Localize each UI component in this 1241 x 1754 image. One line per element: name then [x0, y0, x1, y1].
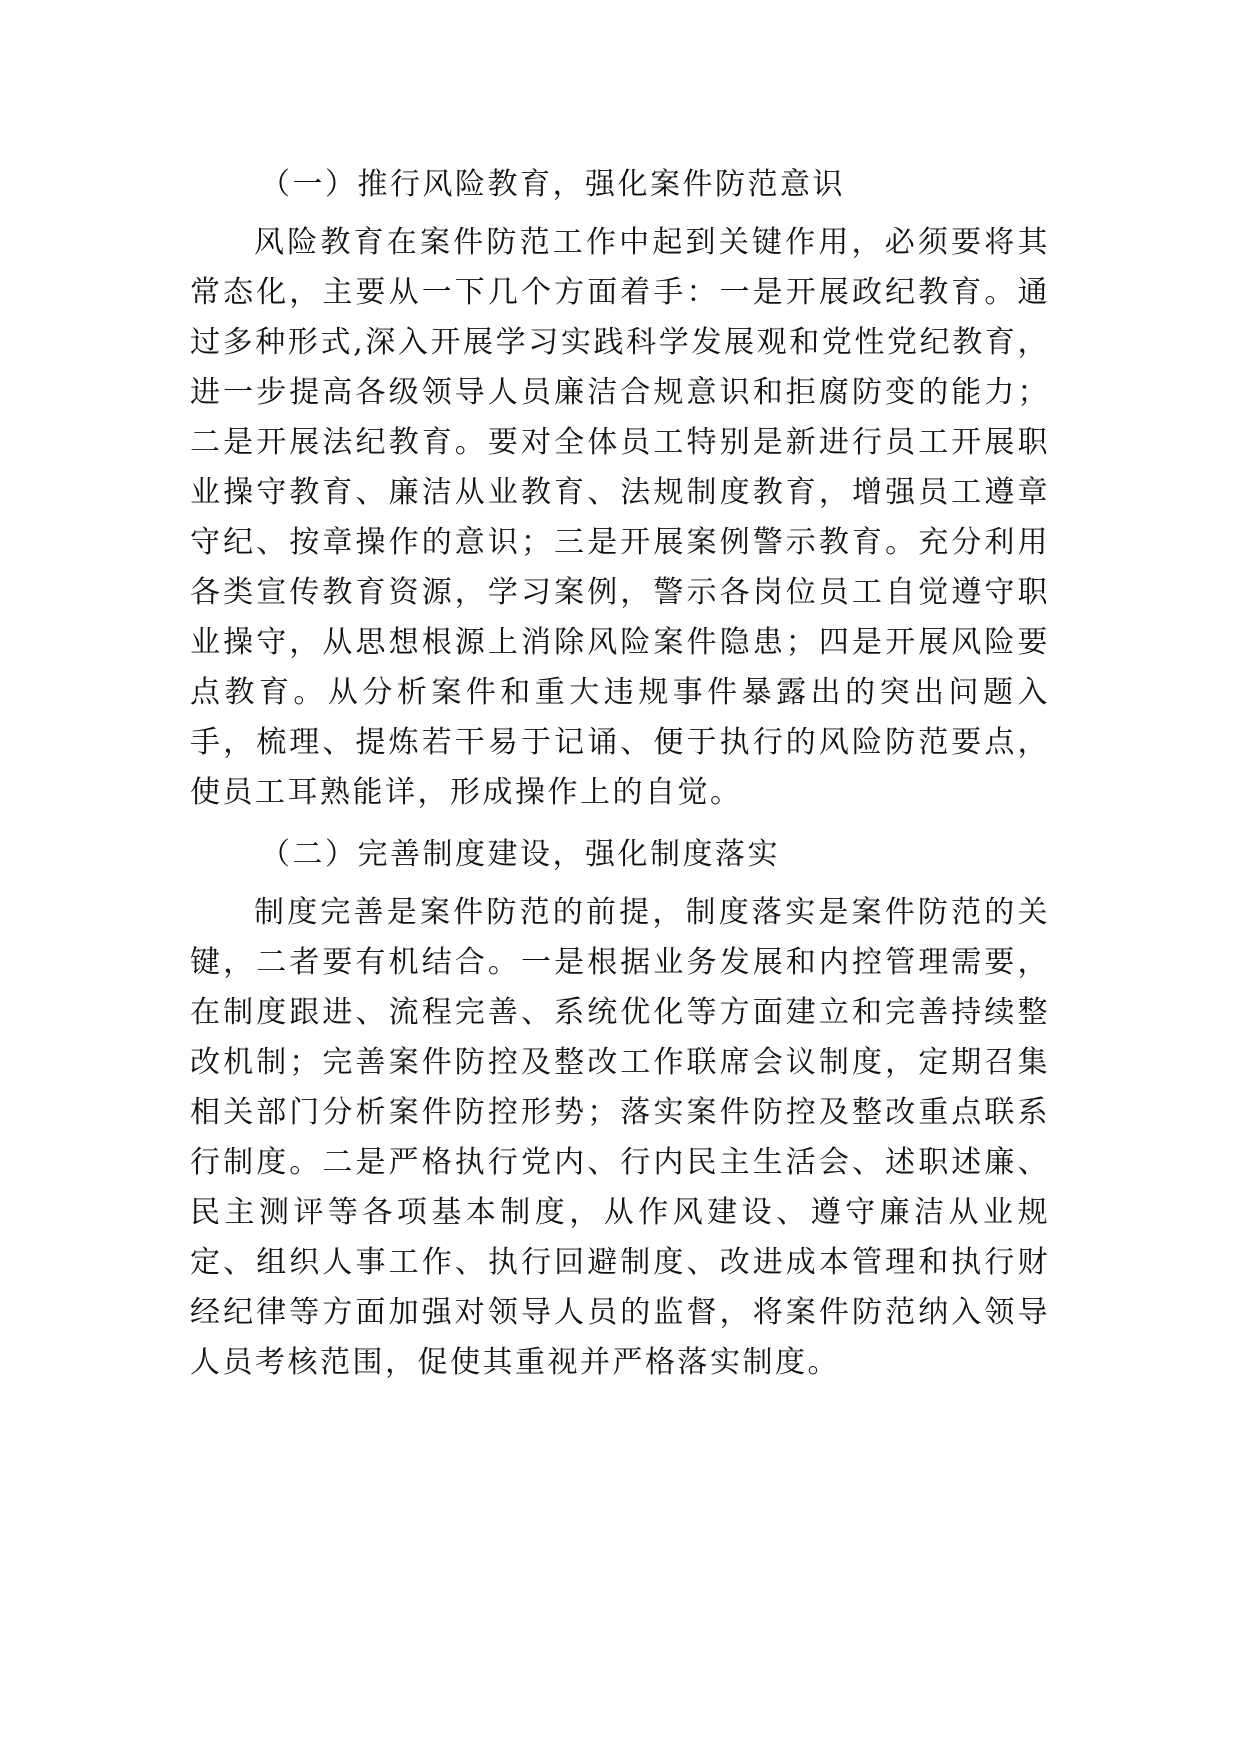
document-body: [190, 160, 1050, 1400]
section-paragraph-1: 风险教育在案件防范工作中起到关键作用，必须要将其常态化，主要从一下几个方面着手：一是开展政纪教育。通过多种形式,深入开展学习实践科学发展观和党性党纪教育，进一步提高各级领导人员廉洁合规意识和拒腐防变的能力；二是开展法纪教育。要对全体员工特别是新进行员工开展职业操守教育、廉洁从业教育、法规制度教育，增强员工遵章守纪、按章操作的意识；三是开展案例警示教育。充分利用各类宣传教育资源，学习案例，警示各岗位员工自觉遵守职业操守，从思想根源上消除风险案件隐患；四是开展风险要点教育。从分析案件和重大违规事件暴露出的突出问题入手，梳理、提炼若干易于记诵、便于执行的风险防范要点，使员工耳熟能详，形成操作上的自觉。: [190, 225, 1050, 810]
section-heading-2: （二）完善制度建设，强化制度落实: [260, 837, 780, 872]
section-heading-1: （一）推行风险教育，强化案件防范意识: [260, 167, 845, 202]
section-paragraph-2: 制度完善是案件防范的前提，制度落实是案件防范的关键，二者要有机结合。一是根据业务发展和内控管理需要，在制度跟进、流程完善、系统优化等方面建立和完善持续整改机制；完善案件防控及整改工作联席会议制度，定期召集相关部门分析案件防控形势；落实案件防控及整改重点联系行制度。二是严格执行党内、行内民主生活会、述职述廉、民主测评等各项基本制度，从作风建设、遵守廉洁从业规定、组织人事工作、执行回避制度、改进成本管理和执行财经纪律等方面加强对领导人员的监督，将案件防范纳入领导人员考核范围，促使其重视并严格落实制度。: [190, 895, 1050, 1380]
